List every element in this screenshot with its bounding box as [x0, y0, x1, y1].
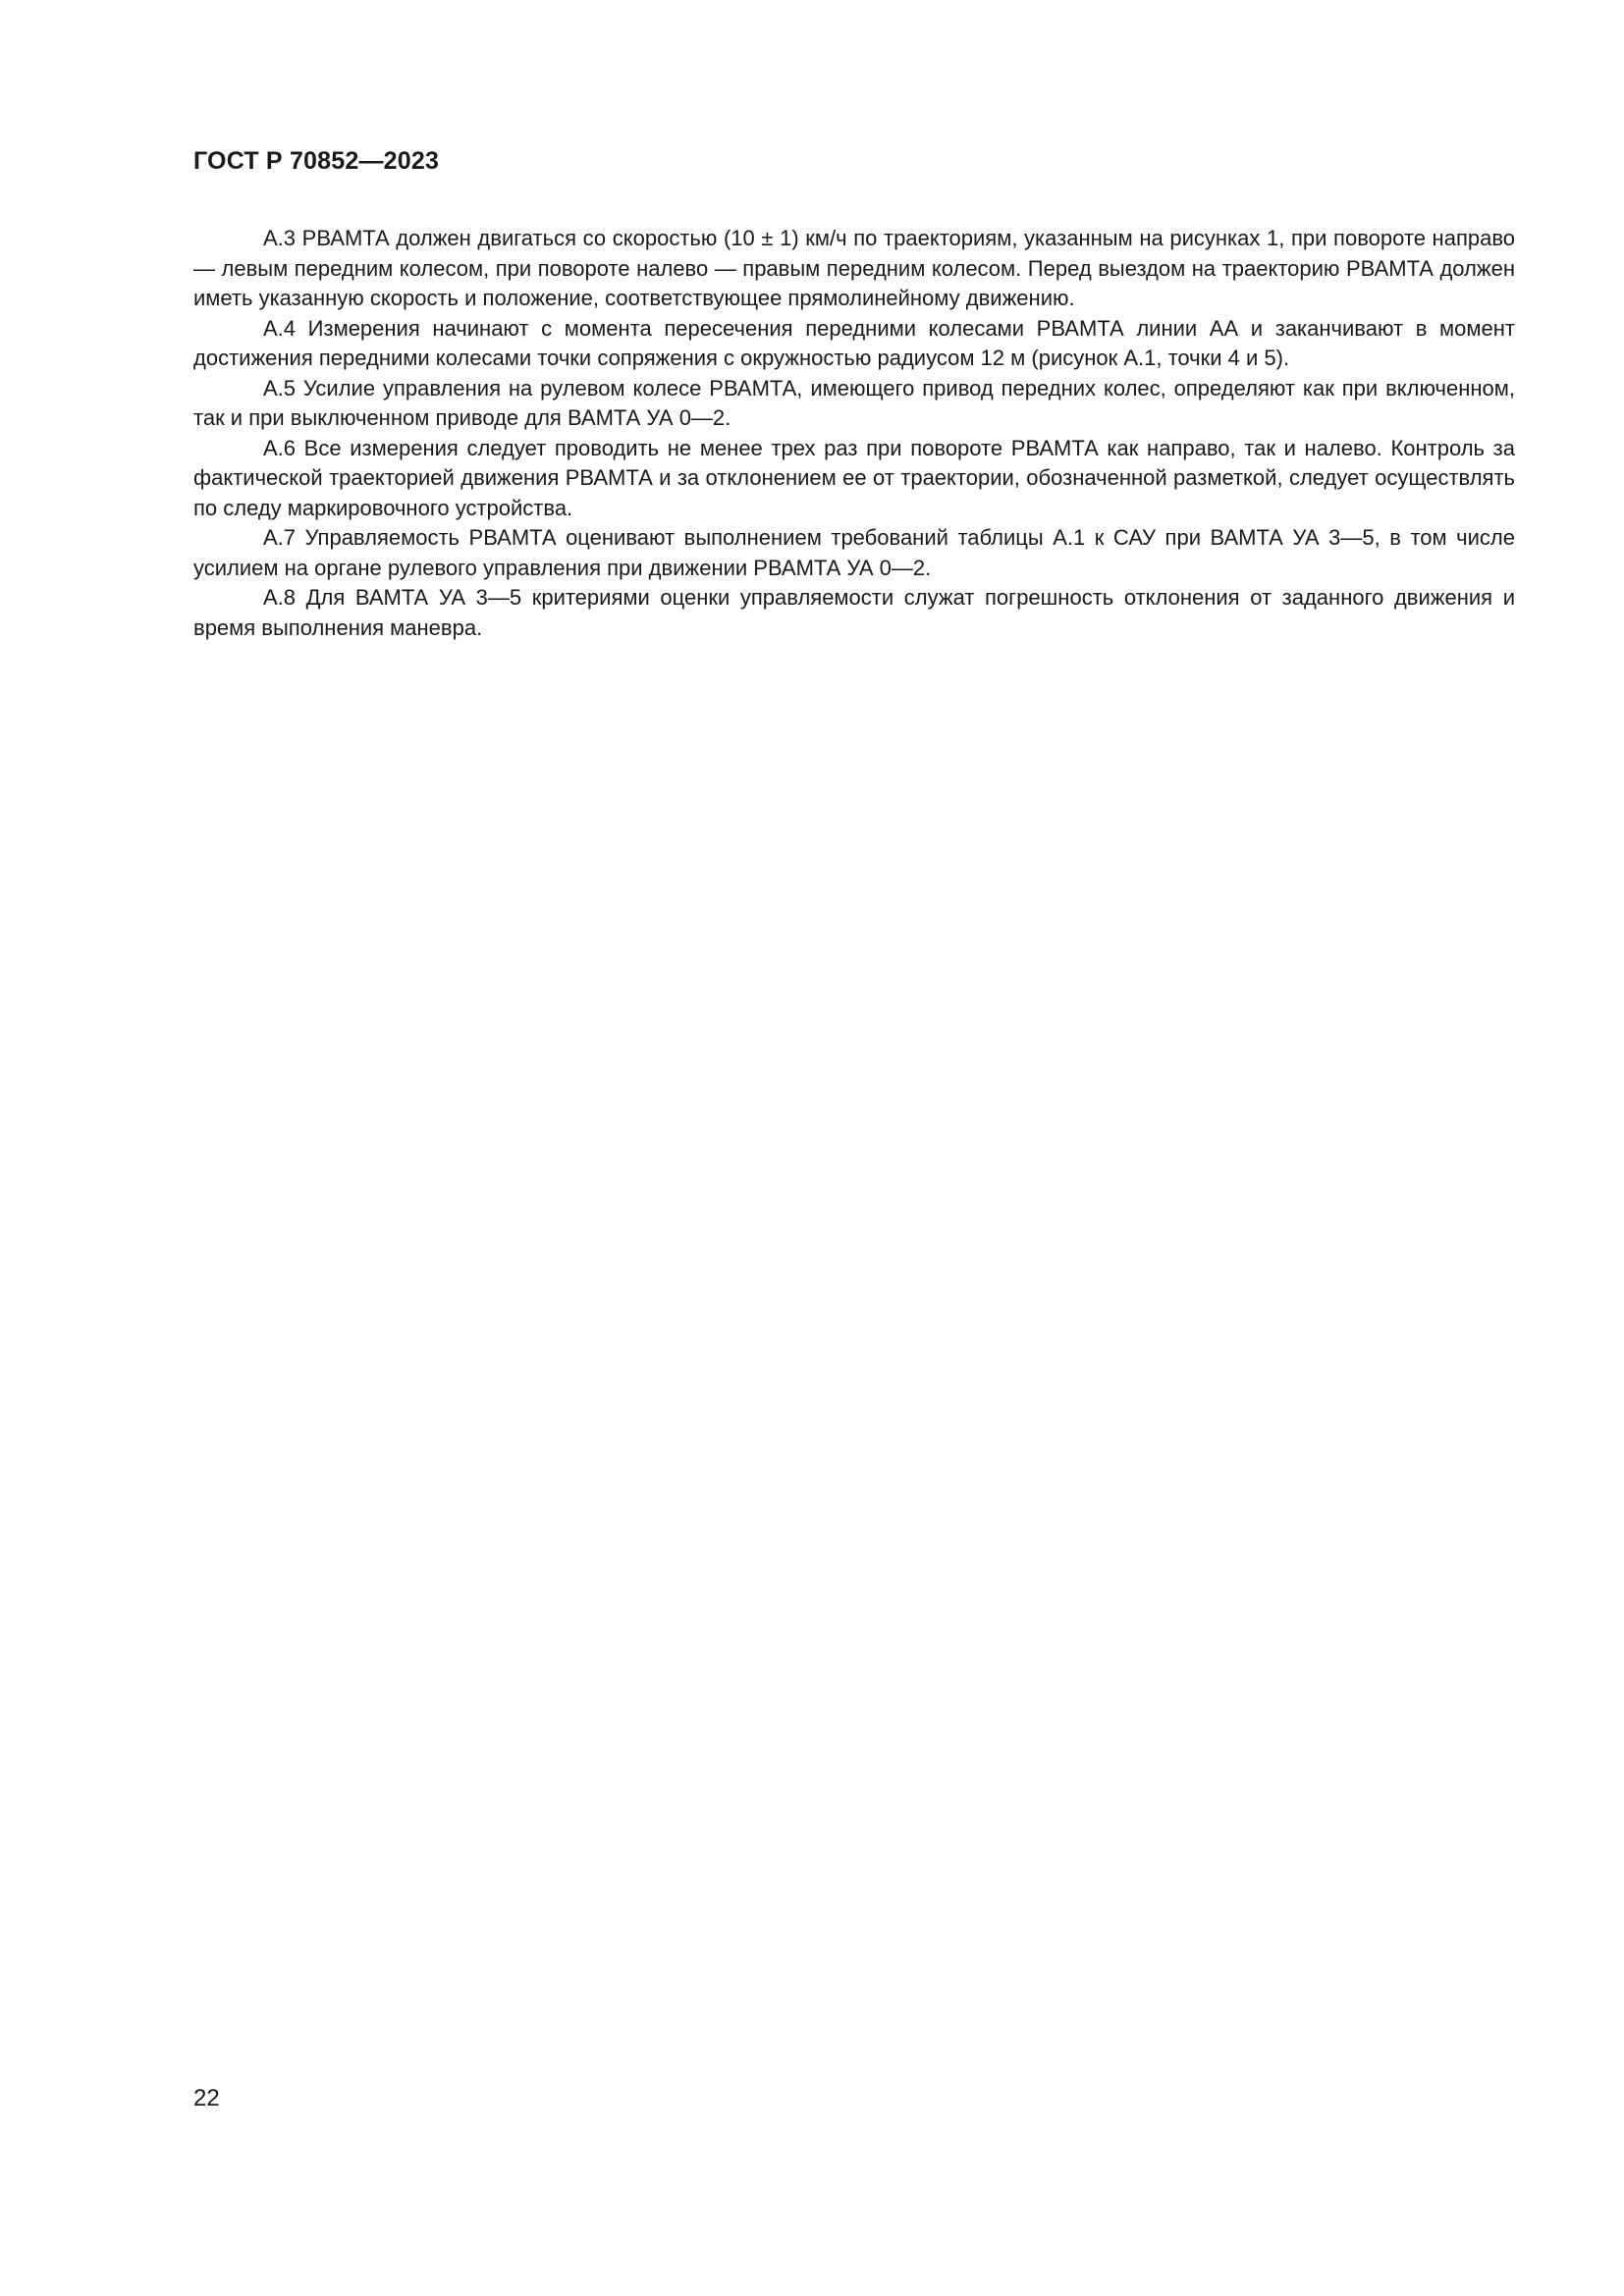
document-body — [193, 224, 1515, 643]
page-number: 22 — [193, 2085, 220, 2111]
paragraph-a6: А.6 Все измерения следует проводить не менее трех раз при повороте РВАМТА как направо, так и налево. Контроль за фактической траекторией движения РВАМТА и за отклонением ее от траектории, обозначенной разметкой, следует осуществлять по следу маркировочного устройства. — [193, 435, 1515, 520]
paragraph-a4: А.4 Измерения начинают с момента пересечения передними колесами РВАМТА линии АА и заканчивают в момент достижения передними колесами точки сопряжения с окружностью радиусом 12 м (рисунок А.1, точки 4 и 5). — [193, 315, 1515, 370]
paragraph-a7: А.7 Управляемость РВАМТА оценивают выполнением требований таблицы А.1 к САУ при ВАМТА УА 3—5, в том числе усилием на органе рулевого управления при движении РВАМТА УА 0—2. — [193, 525, 1515, 580]
paragraph-a5: А.5 Усилие управления на рулевом колесе РВАМТА, имеющего привод передних колес, определяют как при включенном, так и при выключенном приводе для ВАМТА УА 0—2. — [193, 375, 1515, 430]
document-standard-title: ГОСТ Р 70852—2023 — [193, 147, 440, 175]
paragraph-a3: А.3 РВАМТА должен двигаться со скоростью (10 ± 1) км/ч по траекториям, указанным на рисунках 1, при повороте направо — левым передним колесом, при повороте налево — правым передним колесом. Перед выездом на траекторию РВАМТА должен иметь указанную скорость и положение, соответствующее прямолинейному движению. — [193, 226, 1515, 310]
paragraph-a8: А.8 Для ВАМТА УА 3—5 критериями оценки управляемости служат погрешность отклонения от заданного движения и время выполнения маневра. — [193, 585, 1515, 640]
